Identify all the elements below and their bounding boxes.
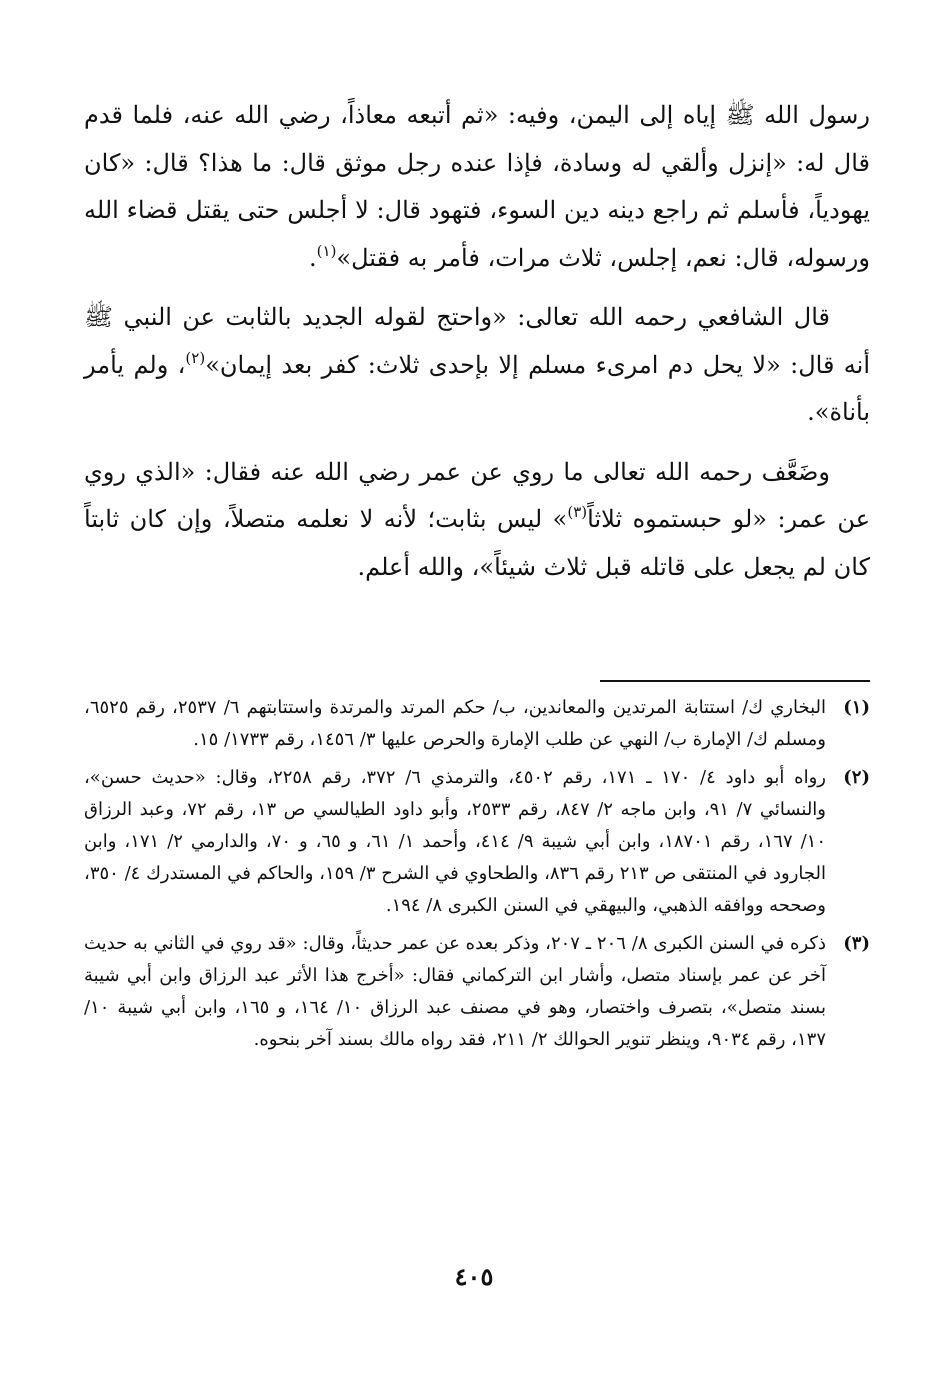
footnote-ref-2[interactable]: (٢): [185, 348, 206, 367]
page-number: ٤٠٥: [454, 1262, 494, 1291]
paragraph-1-text: رسول الله ﷺ إياه إلى اليمن، وفيه: «ثم أتبعه معاذاً، رضي الله عنه، فلما قدم قال له: «إنزل وألقي له وسادة، فإذا عنده رجل موثق قال: ما هذا؟ قال: «كان يهودياً، فأسلم ثم راجع دينه دين السوء، فتهود قال: لا أجلس حتى يقتل قضاء الله ورسوله، قال: نعم، إجلس، ثلاث مرات، فأمر به فقتل»: [84, 101, 870, 272]
footnote-2: [84, 762, 870, 922]
footnotes-section: [84, 692, 870, 1062]
paragraph-2: [84, 294, 870, 437]
paragraph-2-tail: ، ولم يأمر بأناة».: [84, 350, 870, 426]
paragraph-3: [84, 449, 870, 592]
paragraph-1: [84, 92, 870, 282]
paragraph-2-text: قال الشافعي رحمه الله تعالى: «واحتج لقوله الجديد بالثابت عن النبي ﷺ أنه قال: «لا يحل دم امرىء مسلم إلا بإحدى ثلاث: كفر بعد إيمان»: [84, 303, 871, 379]
footnote-1-number: (١): [843, 697, 870, 718]
footnote-3-number: (٣): [843, 933, 870, 954]
footnote-ref-1[interactable]: (١): [316, 241, 337, 260]
footnote-3: [84, 928, 870, 1056]
paragraph-3-text: وضَعَّف رحمه الله تعالى ما روي عن عمر رضي الله عنه فقال: «الذي روي عن عمر: «لو حبستموه ثلاثاً: [84, 457, 871, 533]
main-text-body: [84, 92, 870, 591]
paragraph-3-tail: » ليس بثابت؛ لأنه لا نعلمه متصلاً، وإن كان ثابتاً كان لم يجعل على قاتله قبل ثلاث شيئاً»، والله أعلم.: [84, 505, 870, 581]
footnote-1-text: البخاري ك/ استتابة المرتدين والمعاندين، ب/ حكم المرتد والمرتدة واستتابتهم ٦/ ٢٥٣٧، رقم ٦٥٢٥، ومسلم ك/ الإمارة ب/ النهي عن طلب الإمارة والحرص عليها ٣/ ١٤٥٦، رقم ١٧٣٣/ ١٥.: [84, 697, 826, 750]
paragraph-1-tail: .: [309, 243, 317, 272]
footnote-3-text: ذكره في السنن الكبرى ٨/ ٢٠٦ ـ ٢٠٧، وذكر بعده عن عمر حديثاً، وقال: «قد روي في الثاني به حديث آخر عن عمر بإسناد متصل، وأشار ابن التركماني فقال: «أخرج هذا الأثر عبد الرزاق وابن أبي شيبة بسند متصل»، بتصرف واختصار، وهو في مصنف عبد الرزاق ١٠/ ١٦٤، و ١٦٥، وابن أبي شيبة ١٠/ ١٣٧، رقم ٩٠٣٤، وينظر تنوير الحوالك ٢/ ٢١١، فقد رواه مالك بسند آخر بنحوه.: [84, 933, 826, 1050]
footnote-2-number: (٢): [843, 767, 870, 788]
footnote-2-text: رواه أبو داود ٤/ ١٧٠ ـ ١٧١، رقم ٤٥٠٢، والترمذي ٦/ ٣٧٢، رقم ٢٢٥٨، وقال: «حديث حسن»، والنسائي ٧/ ٩١، وابن ماجه ٢/ ٨٤٧، رقم ٢٥٣٣، وأبو داود الطيالسي ص ١٣، رقم ٧٢، وعبد الرزاق ١٠/ ١٦٧، رقم ١٨٧٠١، وابن أبي شيبة ٩/ ٤١٤، وأحمد ١/ ٦١، و ٦٥، و ٧٠، والدارمي ٢/ ١٧١، وابن الجارود في المنتقى ص ٢١٣ رقم ٨٣٦، والطحاوي في الشرح ٣/ ١٥٩، والحاكم في المستدرك ٤/ ٣٥٠، وصححه ووافقه الذهبي، والبيهقي في السنن الكبرى ٨/ ١٩٤.: [84, 767, 827, 916]
footnote-separator: [600, 680, 870, 682]
footnote-1: [84, 692, 870, 756]
footnote-ref-3[interactable]: (٣): [567, 503, 588, 521]
